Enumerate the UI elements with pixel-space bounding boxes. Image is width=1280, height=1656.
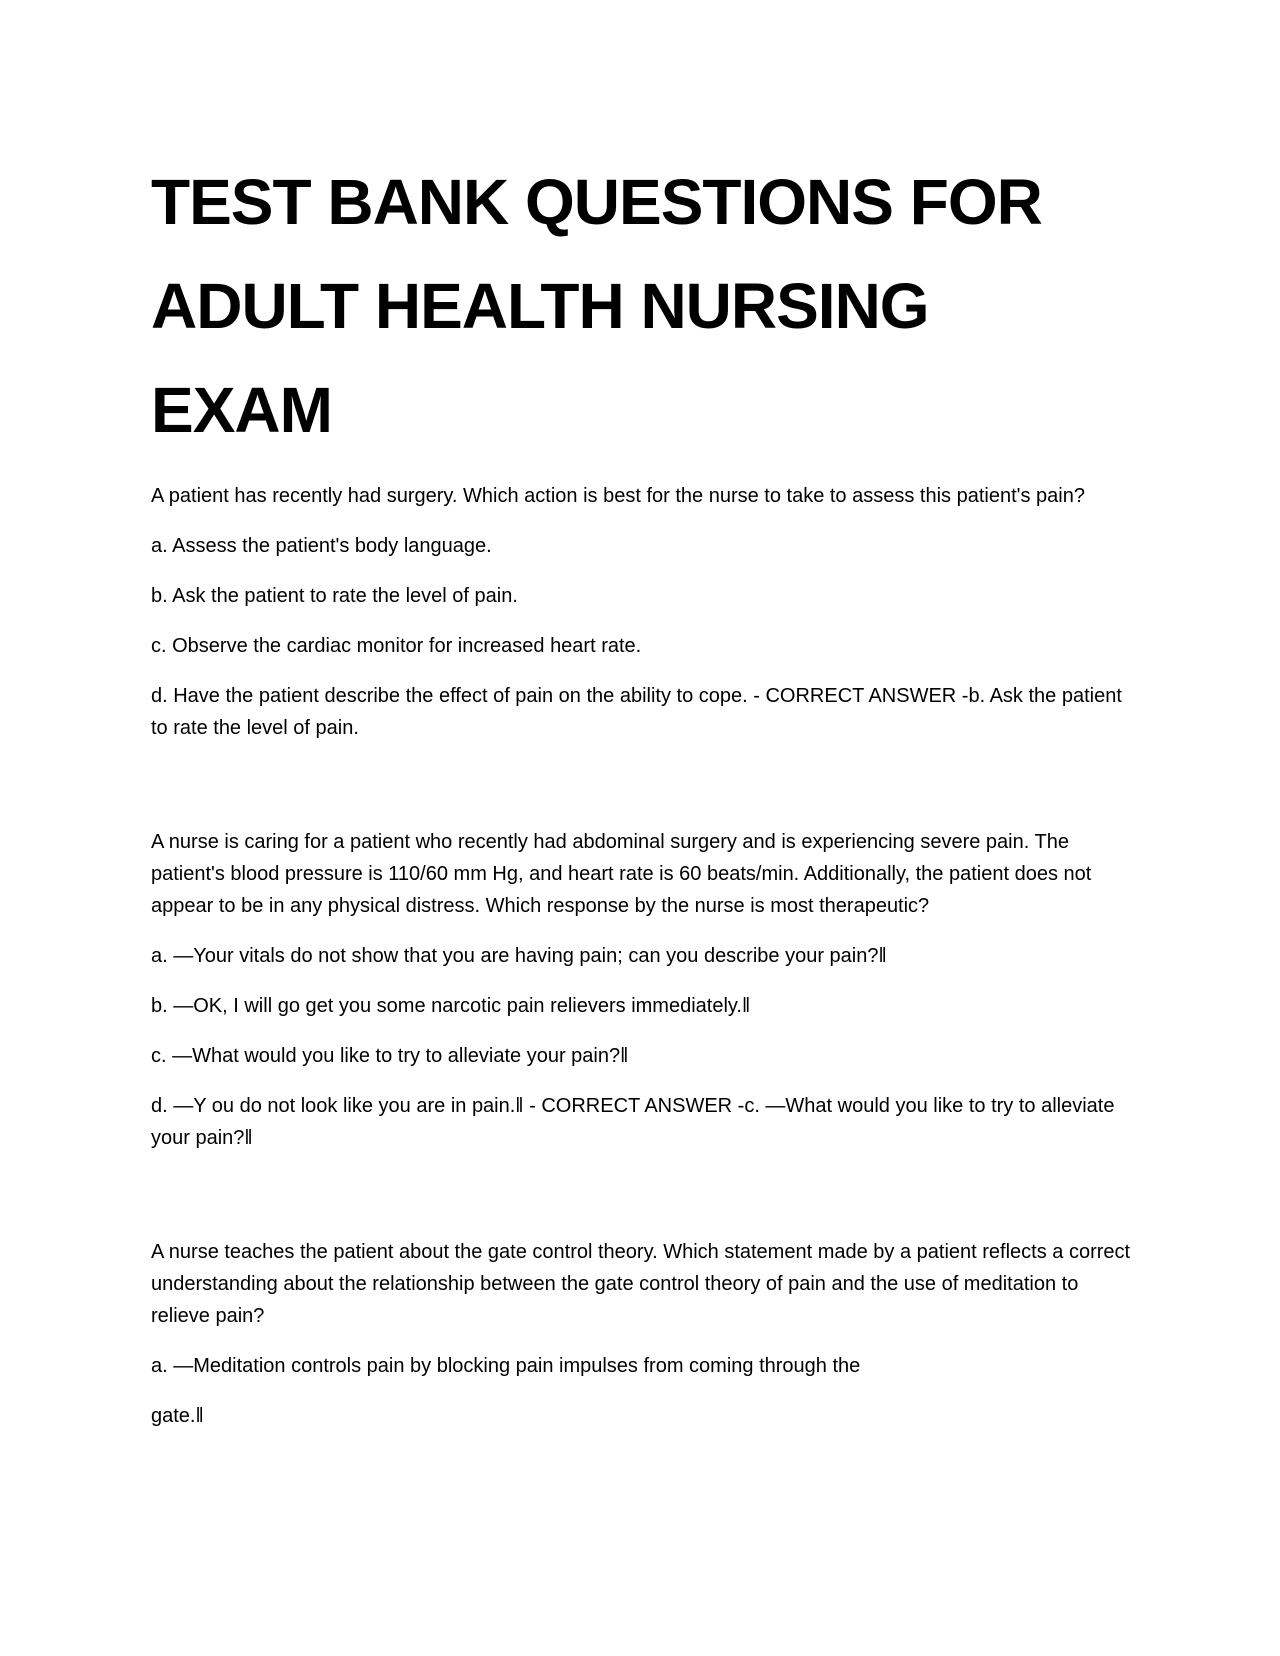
- answer-option-c: c. Observe the cardiac monitor for increased heart rate.: [151, 635, 642, 657]
- answer-option-d: d. Have the patient describe the effect of pain on the ability to cope. - CORRECT ANSWER -b. Ask the patient to rate the level of pain.: [151, 685, 1122, 739]
- answer-option-c: c. ―What would you like to try to alleviate your pain?‖: [151, 1045, 629, 1067]
- question-stem: A nurse teaches the patient about the gate control theory. Which statement made by a patient reflects a correct understanding about the relationship between the gate control theory of pain and the use of meditation to relieve pain?: [151, 1241, 1131, 1327]
- document-page: [151, 150, 1141, 1432]
- answer-option-a-continued: gate.‖: [151, 1405, 204, 1427]
- question-stem: A patient has recently had surgery. Which action is best for the nurse to take to assess this patient's pain?: [151, 485, 1085, 507]
- document-title: [151, 150, 1141, 462]
- question-3: [151, 1236, 1141, 1432]
- answer-option-b: b. Ask the patient to rate the level of pain.: [151, 585, 518, 607]
- question-1: [151, 480, 1141, 744]
- title-line-1: TEST BANK QUESTIONS FOR: [151, 166, 1042, 238]
- answer-option-a: a. ―Your vitals do not show that you are having pain; can you describe your pain?‖: [151, 945, 887, 967]
- question-2: [151, 826, 1141, 1154]
- answer-option-a: a. Assess the patient's body language.: [151, 535, 492, 557]
- title-line-2: ADULT HEALTH NURSING: [151, 270, 929, 342]
- answer-option-b: b. ―OK, I will go get you some narcotic pain relievers immediately.‖: [151, 995, 751, 1017]
- title-line-3: EXAM: [151, 374, 332, 446]
- question-stem: A nurse is caring for a patient who recently had abdominal surgery and is experiencing severe pain. The patient's blood pressure is 110/60 mm Hg, and heart rate is 60 beats/min. Additionally, the patient does not appear to be in any physical distress. Which response by the nurse is most therapeutic?: [151, 831, 1092, 917]
- answer-option-a: a. ―Meditation controls pain by blocking pain impulses from coming through the: [151, 1355, 861, 1377]
- answer-option-d: d. ―Y ou do not look like you are in pain.‖ - CORRECT ANSWER -c. ―What would you like to try to alleviate your pain?‖: [151, 1095, 1115, 1149]
